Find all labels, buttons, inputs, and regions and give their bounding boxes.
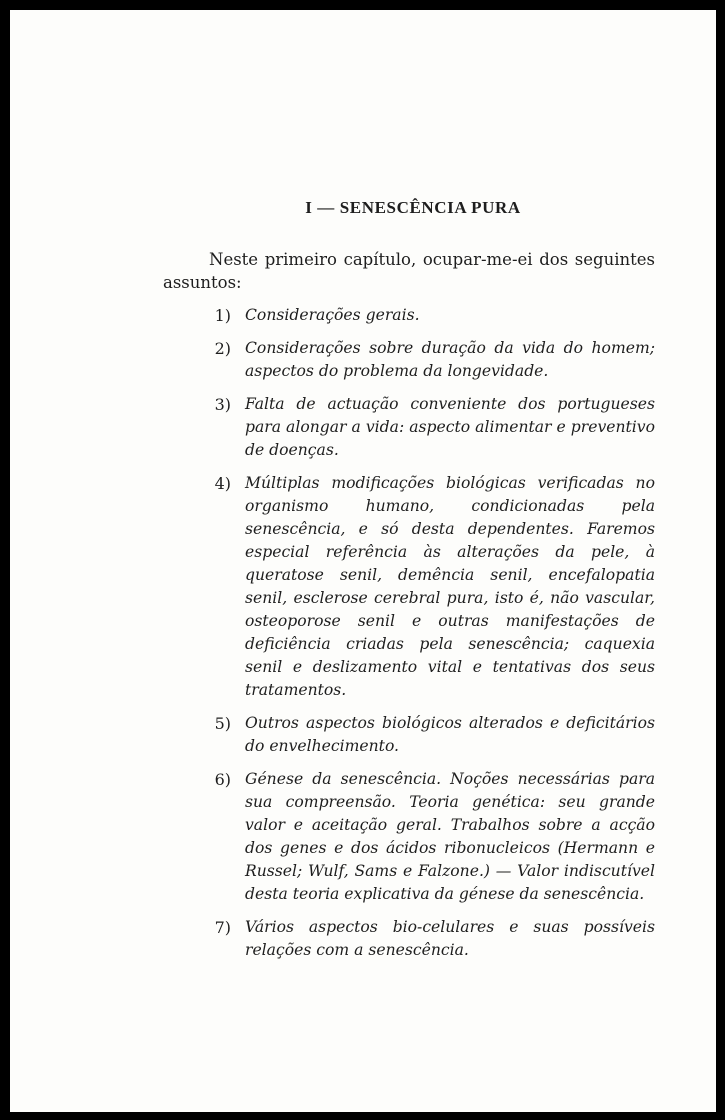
chapter-title: I — SENESCÊNCIA PURA (305, 198, 521, 217)
list-item (163, 768, 655, 906)
list-item (163, 304, 655, 327)
list-item-text: Múltiplas modificações biológicas verificadas no organismo humano, condicionadas pela senescência, e só desta dependentes. Faremos especial referência às alterações da pele, à queratose senil, demência senil, encefalopatia senil, esclerose cerebral pura, isto é, não vascular, osteoporose senil e outras manifestações de deficiência criadas pela senescência; caquexia senil e deslizamento vital e tentativas dos seus tratamentos. (245, 474, 655, 699)
topics-list (163, 304, 655, 962)
list-item-number: 5) (214, 714, 231, 733)
list-item-text: Vários aspectos bio-celulares e suas possíveis relações com a senescência. (245, 918, 655, 959)
list-item-number: 1) (214, 306, 231, 325)
page-content (163, 198, 655, 972)
list-item-number: 7) (214, 918, 231, 937)
list-item (163, 472, 655, 702)
list-item-text: Considerações gerais. (245, 306, 420, 324)
list-item (163, 916, 655, 962)
list-item (163, 337, 655, 383)
list-item-number: 6) (214, 770, 231, 789)
list-item (163, 393, 655, 462)
list-item-number: 3) (214, 395, 231, 414)
document-page (10, 10, 716, 1112)
list-item-text: Génese da senescência. Noções necessárias para sua compreensão. Teoria genética: seu grande valor e aceitação geral. Trabalhos sobre a acção dos genes e dos ácidos ribonucleicos (Hermann e Russel; Wulf, Sams e Falzone.) — Valor indiscutível desta teoria explicativa da génese da senescência. (245, 770, 655, 903)
list-item-number: 2) (214, 339, 231, 358)
list-item-text: Considerações sobre duração da vida do homem; aspectos do problema da longevidade. (245, 339, 655, 380)
intro-paragraph: Neste primeiro capítulo, ocupar-me-ei dos seguintes assuntos: (163, 250, 655, 292)
list-item-number: 4) (214, 474, 231, 493)
list-item-text: Falta de actuação conveniente dos portugueses para alongar a vida: aspecto alimentar e preventivo de doenças. (245, 395, 655, 459)
list-item (163, 712, 655, 758)
list-item-text: Outros aspectos biológicos alterados e deficitários do envelhecimento. (245, 714, 655, 755)
